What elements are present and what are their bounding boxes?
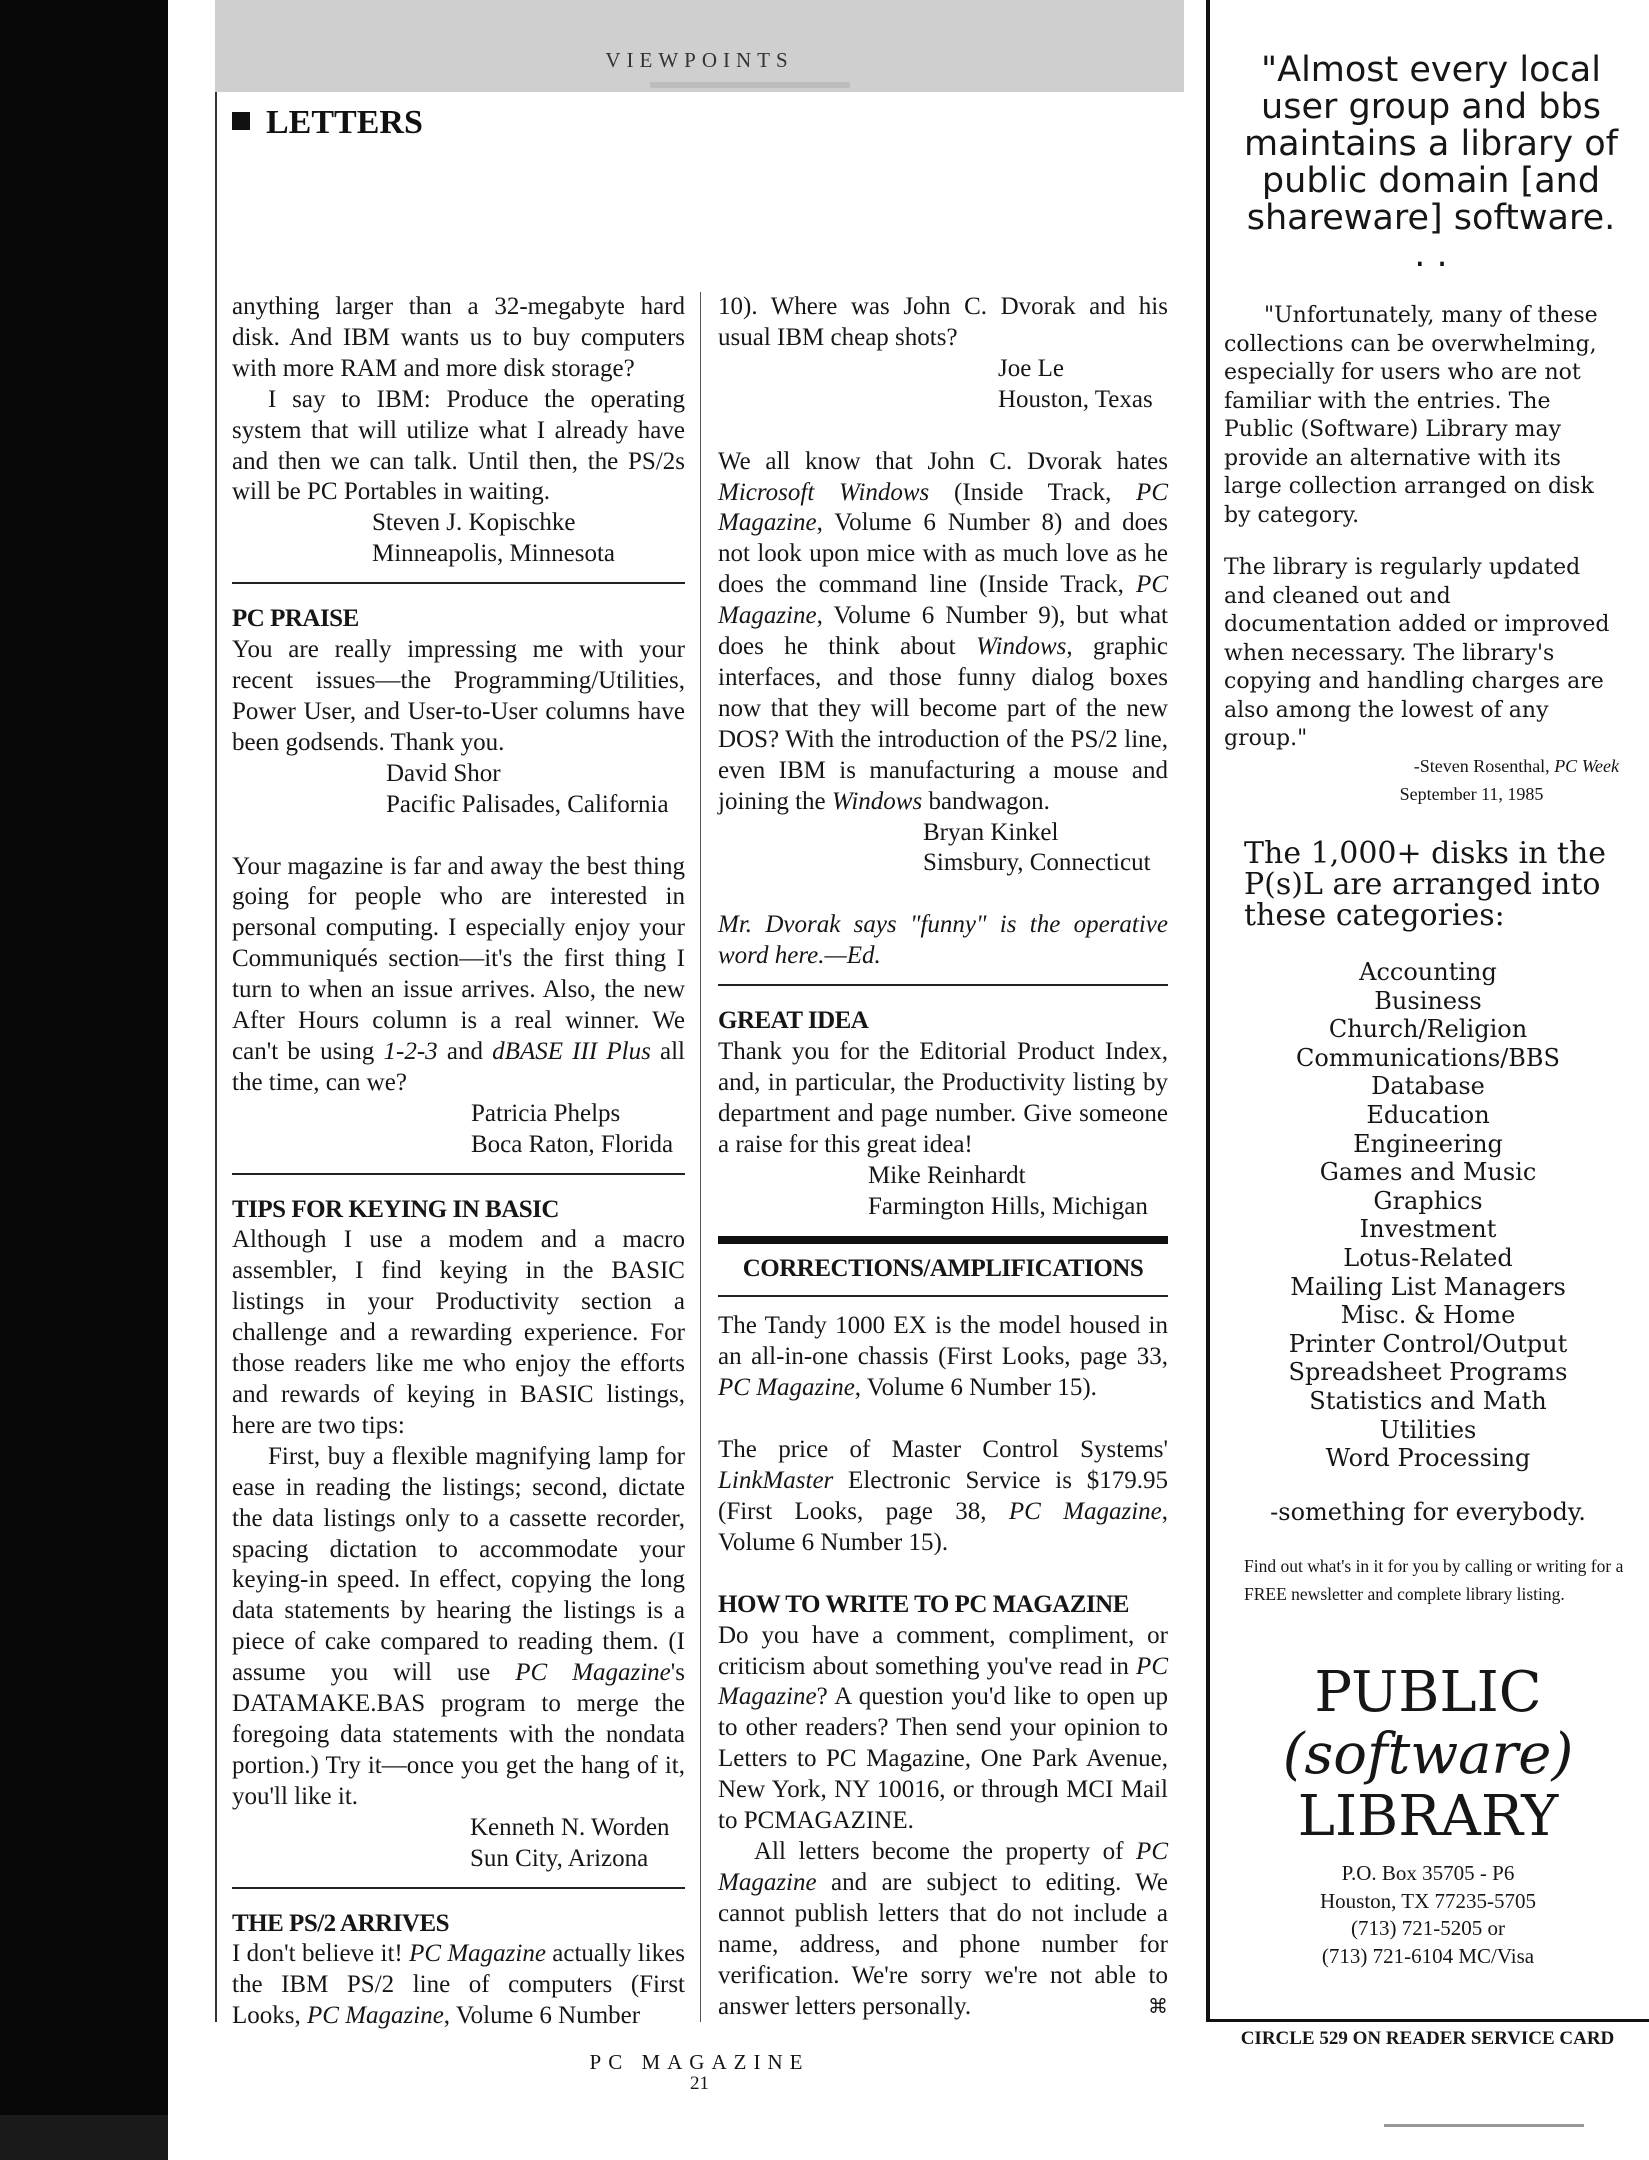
text-run: We all know that John C. Dvorak hates <box>718 447 1168 475</box>
signature-place: Houston, Texas <box>998 385 1153 413</box>
ad-attribution <box>1224 752 1619 780</box>
text-run-italic: PC Magazine <box>1008 1497 1162 1525</box>
text-run: 's DATAMAKE.BAS program to merge the foregoing data statements with the nondata portion.) Try it—once you get the hang of it, you'll like it. <box>232 1659 685 1810</box>
ad-headline-quote: "Almost every local user group and bbs maintains a library of public domain [and shareware] software. . . <box>1244 50 1618 275</box>
signature-name: Joe Le <box>998 354 1064 382</box>
correction-paragraph <box>718 1311 1168 1404</box>
signature-place: Minneapolis, Minnesota <box>372 540 616 568</box>
text-run-italic: 1-2-3 <box>383 1037 438 1065</box>
divider <box>718 1295 1168 1297</box>
text-run: First, buy a flexible magnifying lamp for ease in reading the listings; second, dictate the data listings only to a cassette recorder, spacing dictation to accommodate your keying-in speed. In effect, copying the long data statements by hearing the listings is a piece of cake compared to reading them. (I assume you will use <box>232 1442 685 1687</box>
category-item: Word Processing <box>1325 1444 1531 1473</box>
text-run-italic: PC Magazine <box>718 1374 855 1402</box>
text-run-italic: PC Magazine <box>515 1659 671 1687</box>
header-band <box>215 0 1184 92</box>
category-item: Statistics and Math <box>1309 1386 1547 1415</box>
address-line: (713) 721-6104 MC/Visa <box>1321 1943 1535 1968</box>
category-item: Engineering <box>1353 1129 1503 1158</box>
text-run: and are subject to editing. We cannot publish letters that do not include a name, address, and phone number for verification. We're sorry we're not able to answer letters personally. <box>718 1868 1168 2020</box>
text-run-italic: Microsoft Windows <box>718 478 930 506</box>
text-run-italic: PC Magazine <box>307 2002 444 2030</box>
category-item: Utilities <box>1379 1415 1477 1444</box>
text-run-italic: PC Magazine <box>718 478 1168 537</box>
text-run-italic: dBASE III Plus <box>492 1037 651 1065</box>
address-line: (713) 721-5205 or <box>1351 1916 1505 1940</box>
signature-name: Steven J. Kopischke <box>372 509 576 537</box>
divider <box>232 1887 685 1889</box>
text-run: -Steven Rosenthal, <box>1413 756 1555 776</box>
text-run: The Tandy 1000 EX is the model housed in an all-in-one chassis (First Looks, page 33, <box>718 1312 1168 1371</box>
spacer <box>718 879 1168 910</box>
ad-logo <box>1224 1662 1632 1848</box>
logo-line: (software) <box>1282 1722 1574 1787</box>
ad-body-paragraph: "Unfortunately, many of these collections can be overwhelming, especially for users who are not familiar with the entries. The Public (Software) Library may provide an alternative with its large collection arranged on disk by category. <box>1224 303 1598 528</box>
category-item: Business <box>1374 986 1482 1015</box>
text-run: Electronic Service is $179.95 (First Looks, page 38, <box>718 1467 1168 1525</box>
signature-name: Mike Reinhardt <box>868 1161 1026 1189</box>
category-item: Church/Religion <box>1328 1015 1528 1044</box>
text-run-italic: PC Magazine <box>409 1940 546 1968</box>
letter-paragraph: anything larger than a 32-megabyte hard disk. And IBM wants us to buy computers with more RAM and more disk storage? <box>232 293 685 382</box>
divider <box>232 582 685 584</box>
text-run: , Volume 6 Number 8) and does not look upon mice with as much love as he does the command line (Inside Track, <box>718 509 1168 599</box>
signature-place: Sun City, Arizona <box>470 1844 649 1872</box>
page-title <box>232 104 423 142</box>
text-run: all the time, can we? <box>232 1037 685 1096</box>
page-title-text: LETTERS <box>266 104 423 141</box>
page-binding-shadow <box>0 0 168 2160</box>
ad-subheading: The 1,000+ disks in the P(s)L are arranged into these categories: <box>1244 836 1607 933</box>
logo-line: PUBLIC <box>1314 1660 1542 1725</box>
address-line: Houston, TX 77235-5705 <box>1319 1888 1537 1913</box>
letter-paragraph: 10). Where was John C. Dvorak and his usual IBM cheap shots? <box>718 293 1168 351</box>
spacer <box>718 416 1168 447</box>
letter-heading-great-idea: GREAT IDEA <box>718 1007 869 1035</box>
category-item: Graphics <box>1373 1186 1483 1215</box>
signature-place: Boca Raton, Florida <box>471 1130 674 1158</box>
center-column <box>718 292 1168 2022</box>
spacer <box>718 1404 1168 1435</box>
letter-paragraph: Thank you for the Editorial Product Index, and, in particular, the Productivity listing by department and page number. Give someone a raise for this great idea! <box>718 1038 1168 1158</box>
divider <box>718 984 1168 986</box>
ad-border-bottom <box>1206 2019 1649 2022</box>
letter-paragraph: Although I use a modem and a macro assembler, I find keying in the BASIC listings in your Productivity section a challenge and a rewarding experience. For those readers like me who enjoy the efforts and rewards of keying in BASIC listings, here are two tips: <box>232 1226 685 1439</box>
letter-paragraph: I say to IBM: Produce the operating system that will utilize what I already have and then we can talk. Until then, the PS/2s will be PC Portables in waiting. <box>232 385 685 506</box>
letter-heading-tips: TIPS FOR KEYING IN BASIC <box>232 1195 559 1223</box>
letter-paragraph <box>232 1442 685 1813</box>
page-number: 21 <box>690 2073 709 2094</box>
category-item: Communications/BBS <box>1295 1043 1560 1072</box>
signature-name: Kenneth N. Worden <box>470 1813 670 1841</box>
left-rule <box>215 92 217 2022</box>
text-run: ? A question you'd like to open up to other readers? Then send your opinion to Letters to PC Magazine, One Park Avenue, New York, NY 10016, or through MCI Mail to PCMAGAZINE. <box>718 1683 1168 1835</box>
text-run-italic: Windows <box>976 633 1067 661</box>
text-run-italic: LinkMaster <box>718 1467 834 1494</box>
text-run-italic: PC Magazine <box>718 571 1168 630</box>
text-run: , Volume 6 Number 9), but what does he think about <box>718 602 1168 661</box>
spacer <box>232 821 685 852</box>
category-item: Database <box>1371 1072 1485 1101</box>
editor-reply: Mr. Dvorak says "funny" is the operative word here.—Ed. <box>718 911 1168 970</box>
letter-paragraph <box>718 1837 1168 2022</box>
signature-name: Bryan Kinkel <box>923 818 1059 846</box>
correction-paragraph <box>718 1435 1168 1559</box>
category-item: Education <box>1366 1100 1490 1129</box>
column-divider <box>700 292 701 2022</box>
text-run-italic: Windows <box>831 787 923 815</box>
signature-place: Pacific Palisades, California <box>386 790 669 818</box>
header-bleed-through <box>650 82 850 88</box>
category-item: Games and Music <box>1319 1158 1537 1187</box>
reader-service-note: CIRCLE 529 ON READER SERVICE CARD <box>1240 2028 1615 2049</box>
text-run: The price of Master Control Systems' <box>718 1436 1168 1464</box>
text-run: All letters become the property of <box>754 1837 1137 1865</box>
ad-address <box>1224 1860 1632 1970</box>
text-run: I don't believe it! <box>232 1940 410 1968</box>
ad-body-paragraph: The library is regularly updated and cleaned out and documentation added or improved when necessary. The library's copying and handling charges are also among the lowest of any group." <box>1224 555 1610 751</box>
letter-heading-ps2: THE PS/2 ARRIVES <box>232 1909 450 1937</box>
text-run: , Volume 6 Number 15). <box>718 1497 1169 1556</box>
category-item: Accounting <box>1359 958 1497 986</box>
letter-paragraph <box>232 852 685 1099</box>
section-label: VIEWPOINTS <box>605 48 794 72</box>
corrections-heading: CORRECTIONS/AMPLIFICATIONS <box>742 1255 1144 1283</box>
footer-magazine-name: PC MAGAZINE <box>589 2050 810 2074</box>
divider <box>232 1173 685 1175</box>
page-binding-edge <box>0 2115 168 2160</box>
text-run-italic: PC Magazine <box>718 1837 1168 1896</box>
logo-line: LIBRARY <box>1297 1784 1559 1849</box>
ad-border-left <box>1206 0 1210 2022</box>
category-item: Lotus-Related <box>1343 1243 1513 1272</box>
text-run: actually likes the IBM PS/2 line of computers (First Looks, <box>232 1940 685 2030</box>
letter-paragraph <box>718 447 1168 818</box>
category-item: Misc. & Home <box>1340 1301 1516 1330</box>
letter-paragraph <box>232 1939 685 2032</box>
category-item: Printer Control/Output <box>1288 1329 1568 1358</box>
ad-tagline: -something for everybody. <box>1270 1498 1586 1526</box>
category-item: Mailing List Managers <box>1290 1272 1566 1301</box>
text-run: bandwagon. <box>922 787 1050 815</box>
category-item: Investment <box>1359 1215 1497 1244</box>
bullet-square <box>232 112 250 130</box>
signature-place: Simsbury, Connecticut <box>923 849 1151 877</box>
category-list <box>1224 958 1632 1473</box>
text-run-italic: PC Magazine <box>718 1652 1168 1711</box>
left-column <box>232 292 685 2032</box>
signature-name: Patricia Phelps <box>471 1099 621 1127</box>
text-run: Do you have a comment, compliment, or criticism about something you've read in <box>718 1621 1168 1680</box>
text-run-italic: PC Week <box>1554 756 1619 776</box>
text-run: , graphic interfaces, and those funny dialog boxes now that they will become part of the new DOS? With the introduction of the PS/2 line, even IBM is manufacturing a mouse and joining the <box>718 633 1168 815</box>
text-run: , Volume 6 Number <box>443 2002 641 2030</box>
letter-paragraph <box>718 1621 1168 1837</box>
category-item: Spreadsheet Programs <box>1288 1358 1568 1387</box>
text-run: (Inside Track, <box>929 478 1137 506</box>
end-mark-icon: ⌘ <box>1148 1995 1168 2018</box>
thick-rule <box>718 1236 1168 1244</box>
signature-place: Farmington Hills, Michigan <box>868 1192 1148 1220</box>
address-line: P.O. Box 35705 - P6 <box>1341 1861 1515 1885</box>
scan-artifact <box>1384 2124 1584 2127</box>
text-run: Your magazine is far and away the best thing going for people who are interested in personal computing. I especially enjoy your Communiqués section—it's the first thing I turn to when an issue arrives. Also, the new After Hours column is a real winner. We can't be using <box>232 852 685 1065</box>
ad-call-to-action: Find out what's in it for you by calling or writing for a FREE newsletter and complete library listing. <box>1244 1556 1624 1604</box>
text-run: and <box>437 1037 493 1065</box>
letter-heading-pc-praise: PC PRAISE <box>232 605 359 633</box>
letter-paragraph: You are really impressing me with your recent issues—the Programming/Utilities, Power User, and User-to-User columns have been godsends. Thank you. <box>232 636 685 756</box>
signature-name: David Shor <box>386 759 501 787</box>
letter-heading-how-to-write: HOW TO WRITE TO PC MAGAZINE <box>718 1590 1129 1618</box>
text-run: , Volume 6 Number 15). <box>854 1374 1097 1402</box>
spacer <box>718 1559 1168 1590</box>
ad-attribution-date: September 11, 1985 <box>1399 784 1544 804</box>
